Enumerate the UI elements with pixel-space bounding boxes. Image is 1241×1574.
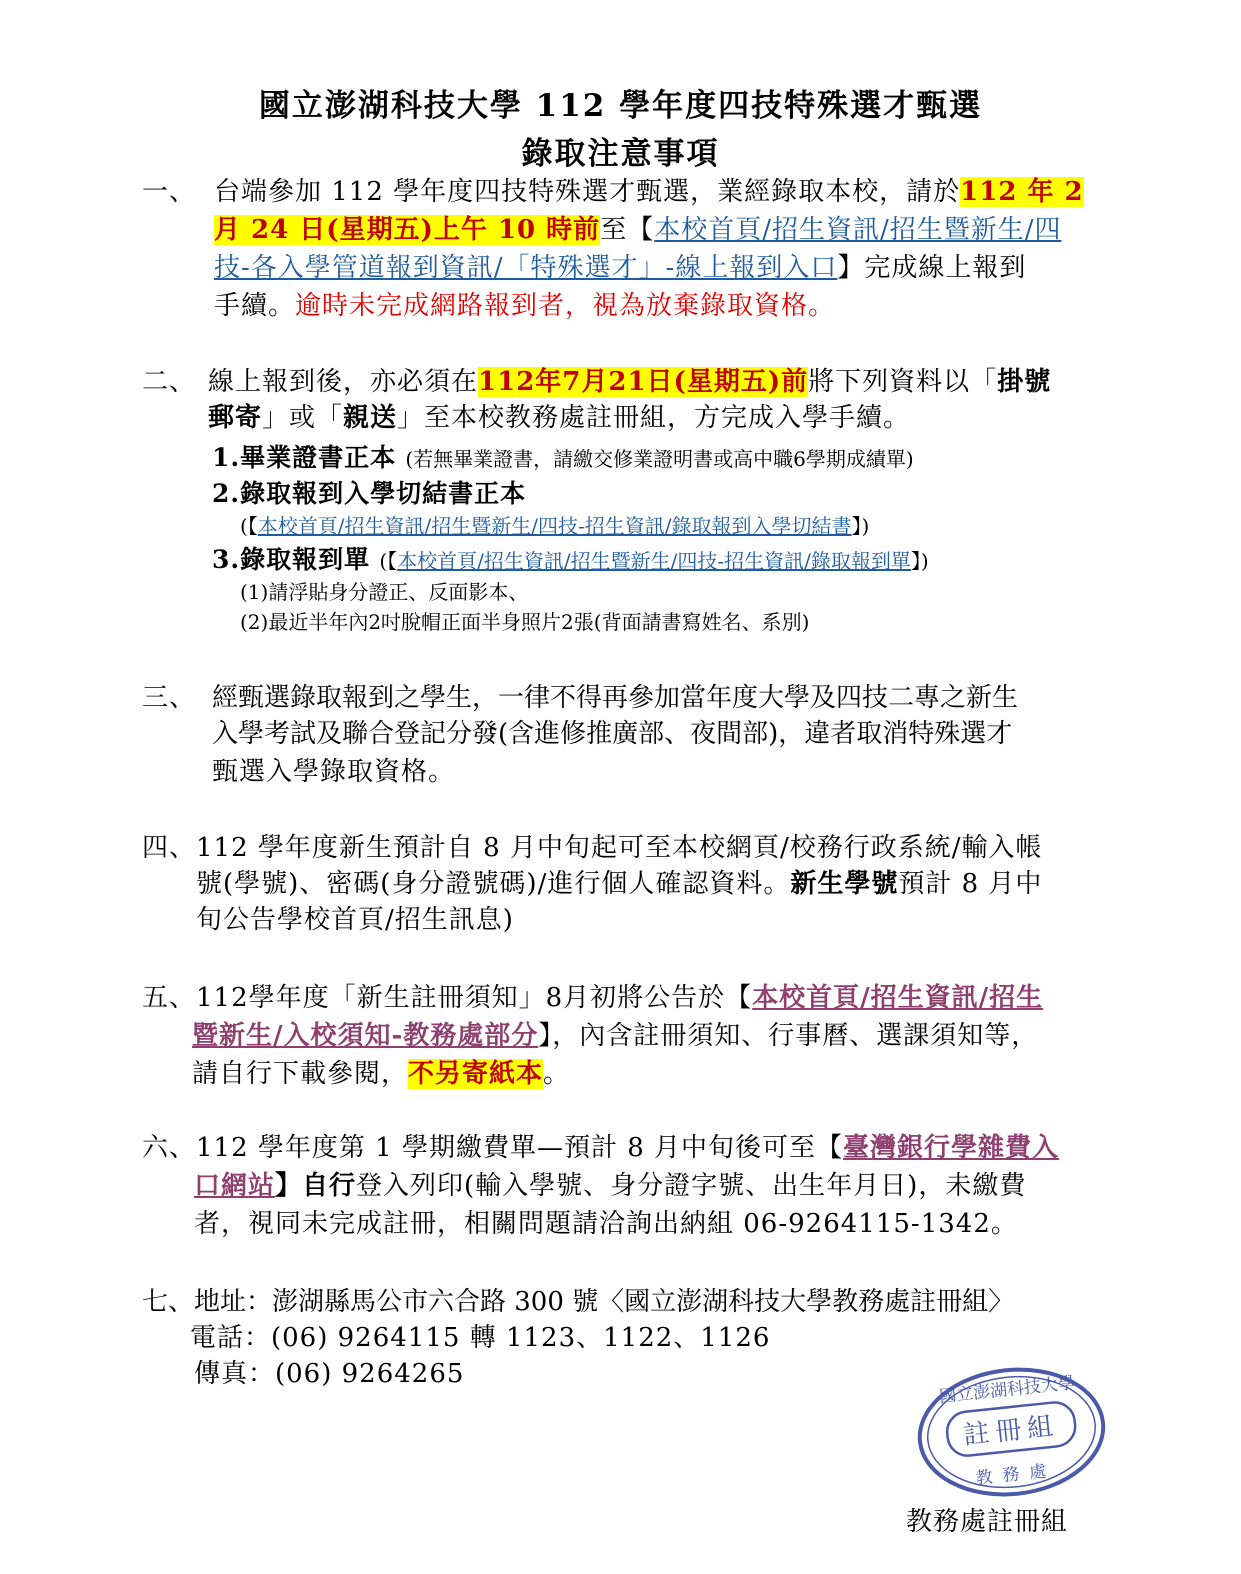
s2-item-3-title: 3.錄取報到單 (212, 545, 371, 574)
s2-text: 」或「 (262, 403, 344, 433)
s2-mail: 郵寄 (208, 403, 263, 433)
section-2-number: 二、 (142, 367, 197, 397)
s1-text: 手續。 (214, 291, 296, 321)
s1-report-link-cont[interactable]: 技-各入學管道報到資訊/「特殊選才」-線上報到入口 (214, 253, 838, 283)
bracket: (【 (240, 514, 258, 538)
s2-text: 線上報到後，亦必須在 (208, 367, 479, 397)
s5-text: 請自行下載參閱， (192, 1059, 409, 1089)
s2-report-form-link[interactable]: 本校首頁/招生資訊/招生暨新生/四技-招生資訊/錄取報到單 (397, 549, 911, 573)
s2-item-3-link-line (379, 549, 928, 573)
s2-item-3 (212, 542, 929, 578)
s6-text: 六、112 學年度第 1 學期繳費單—預計 8 月中旬後可至【 (142, 1133, 844, 1163)
section-1-line1 (214, 174, 1084, 210)
section-2-line2 (208, 400, 910, 436)
s5-no-paper-highlight: 不另寄紙本 (408, 1059, 544, 1089)
s5-notice-link[interactable]: 本校首頁/招生資訊/招生 (752, 983, 1044, 1013)
section-7-phone: 電話：(06) 9264115 轉 1123、1122、1126 (190, 1323, 771, 1353)
section-5-line2 (192, 1018, 1038, 1054)
signature: 教務處註冊組 (906, 1507, 1069, 1537)
s1-deadline-highlight-cont: 月 24 日(星期五)上午 10 時前 (214, 215, 601, 245)
section-1-number: 一、 (142, 177, 197, 207)
s6-bank-link-cont[interactable]: 口網站 (194, 1171, 276, 1201)
s5-text: 五、112學年度「新生註冊須知」8月初將公告於【 (142, 983, 753, 1013)
section-3-line1: 經甄選錄取報到之學生，一律不得再參加當年度大學及四技二專之新生 (212, 683, 1019, 713)
section-4-line2 (196, 866, 1042, 902)
seal-center-text: 註冊組 (962, 1411, 1061, 1451)
s2-affidavit-link[interactable]: 本校首頁/招生資訊/招生暨新生/四技-招生資訊/錄取報到入學切結書 (257, 514, 852, 538)
document-title-line1: 國立澎湖科技大學 112 學年度四技特殊選才甄選 (258, 88, 983, 124)
s1-text: 至【 (600, 215, 655, 245)
s6-text: 登入列印(輸入學號、身分證字號、出生年月日)，未繳費 (356, 1171, 1027, 1201)
section-1-line3 (214, 250, 1026, 286)
section-4-line1: 四、112 學年度新生預計自 8 月中旬起可至本校網頁/校務行政系統/輸入帳 (142, 833, 1043, 863)
s6-self: 】自行 (275, 1171, 357, 1201)
s2-item-1-title: 1.畢業證書正本 (212, 443, 397, 472)
s6-bank-link[interactable]: 臺灣銀行學雜費入 (843, 1133, 1060, 1163)
section-5-line1 (142, 980, 1043, 1016)
section-7-fax: 傳真：(06) 9264265 (194, 1359, 465, 1389)
s5-notice-link-cont[interactable]: 暨新生/入校須知-教務處部分 (192, 1021, 539, 1051)
s1-text: 】完成線上報到 (837, 253, 1027, 283)
s2-deadline-highlight: 112年7月21日(星期五)前 (478, 367, 809, 397)
section-6-line1 (142, 1130, 1059, 1166)
seal-outer-text: 國立澎湖科技大學 (938, 1373, 1076, 1408)
s2-item-3-sub1: (1)請浮貼身分證正、反面影本、 (240, 580, 529, 604)
section-6-line3: 者，視同未完成註冊，相關問題請洽詢出納組 06-9264115-1342。 (194, 1209, 1018, 1239)
s4-student-id: 新生學號 (790, 869, 899, 899)
s5-text: 。 (543, 1059, 571, 1089)
s4-text: 預計 8 月中 (898, 869, 1043, 899)
s2-item-2-title: 2.錄取報到入學切結書正本 (212, 479, 527, 508)
section-1-line4 (214, 288, 835, 324)
s1-report-link[interactable]: 本校首頁/招生資訊/招生暨新生/四 (654, 215, 1062, 245)
bracket: 】) (851, 514, 870, 538)
section-3-line2: 入學考試及聯合登記分發(含進修推廣部、夜間部)，違者取消特殊選才 (212, 719, 1013, 749)
section-1-line2 (214, 212, 1061, 248)
s2-item-2-link-line (240, 512, 869, 540)
s2-text: 將下列資料以「 (808, 367, 998, 397)
s1-text: 台端參加 112 學年度四技特殊選才甄選，業經錄取本校，請於 (214, 177, 961, 207)
s2-item-1-note: (若無畢業證書，請繳交修業證明書或高中職6學期成績單) (405, 447, 914, 471)
s1-deadline-highlight: 112 年 2 (960, 177, 1084, 207)
section-5-line3 (192, 1056, 570, 1092)
bracket: (【 (379, 549, 398, 573)
s2-registered-mail: 掛號 (997, 367, 1052, 397)
s1-warning: 逾時未完成網路報到者，視為放棄錄取資格。 (295, 291, 836, 321)
document-title-line2: 錄取注意事項 (521, 136, 720, 172)
registry-seal (912, 1362, 1112, 1512)
s2-item-3-sub2: (2)最近半年內2吋脫帽正面半身照片2張(背面請書寫姓名、系別) (240, 610, 810, 634)
section-2-line1 (208, 364, 1051, 400)
s2-text: 」至本校教務處註冊組，方完成入學手續。 (397, 403, 911, 433)
s2-item-1 (212, 440, 914, 476)
s5-text: 】，內含註冊須知、行事曆、選課須知等， (538, 1021, 1039, 1051)
section-3-number: 三、 (142, 683, 197, 713)
section-7-address: 七、地址：澎湖縣馬公市六合路 300 號〈國立澎湖科技大學教務處註冊組〉 (142, 1287, 1015, 1317)
bracket: 】) (910, 549, 929, 573)
section-3-line3: 甄選入學錄取資格。 (212, 757, 456, 787)
section-6-line2 (194, 1168, 1026, 1204)
s2-in-person: 親送 (343, 403, 398, 433)
s4-text: 號(學號)、密碼(身分證號碼)/進行個人確認資料。 (196, 869, 791, 899)
seal-bottom-text: 教務處 (974, 1460, 1058, 1489)
section-4-line3: 旬公告學校首頁/招生訊息) (196, 905, 514, 935)
